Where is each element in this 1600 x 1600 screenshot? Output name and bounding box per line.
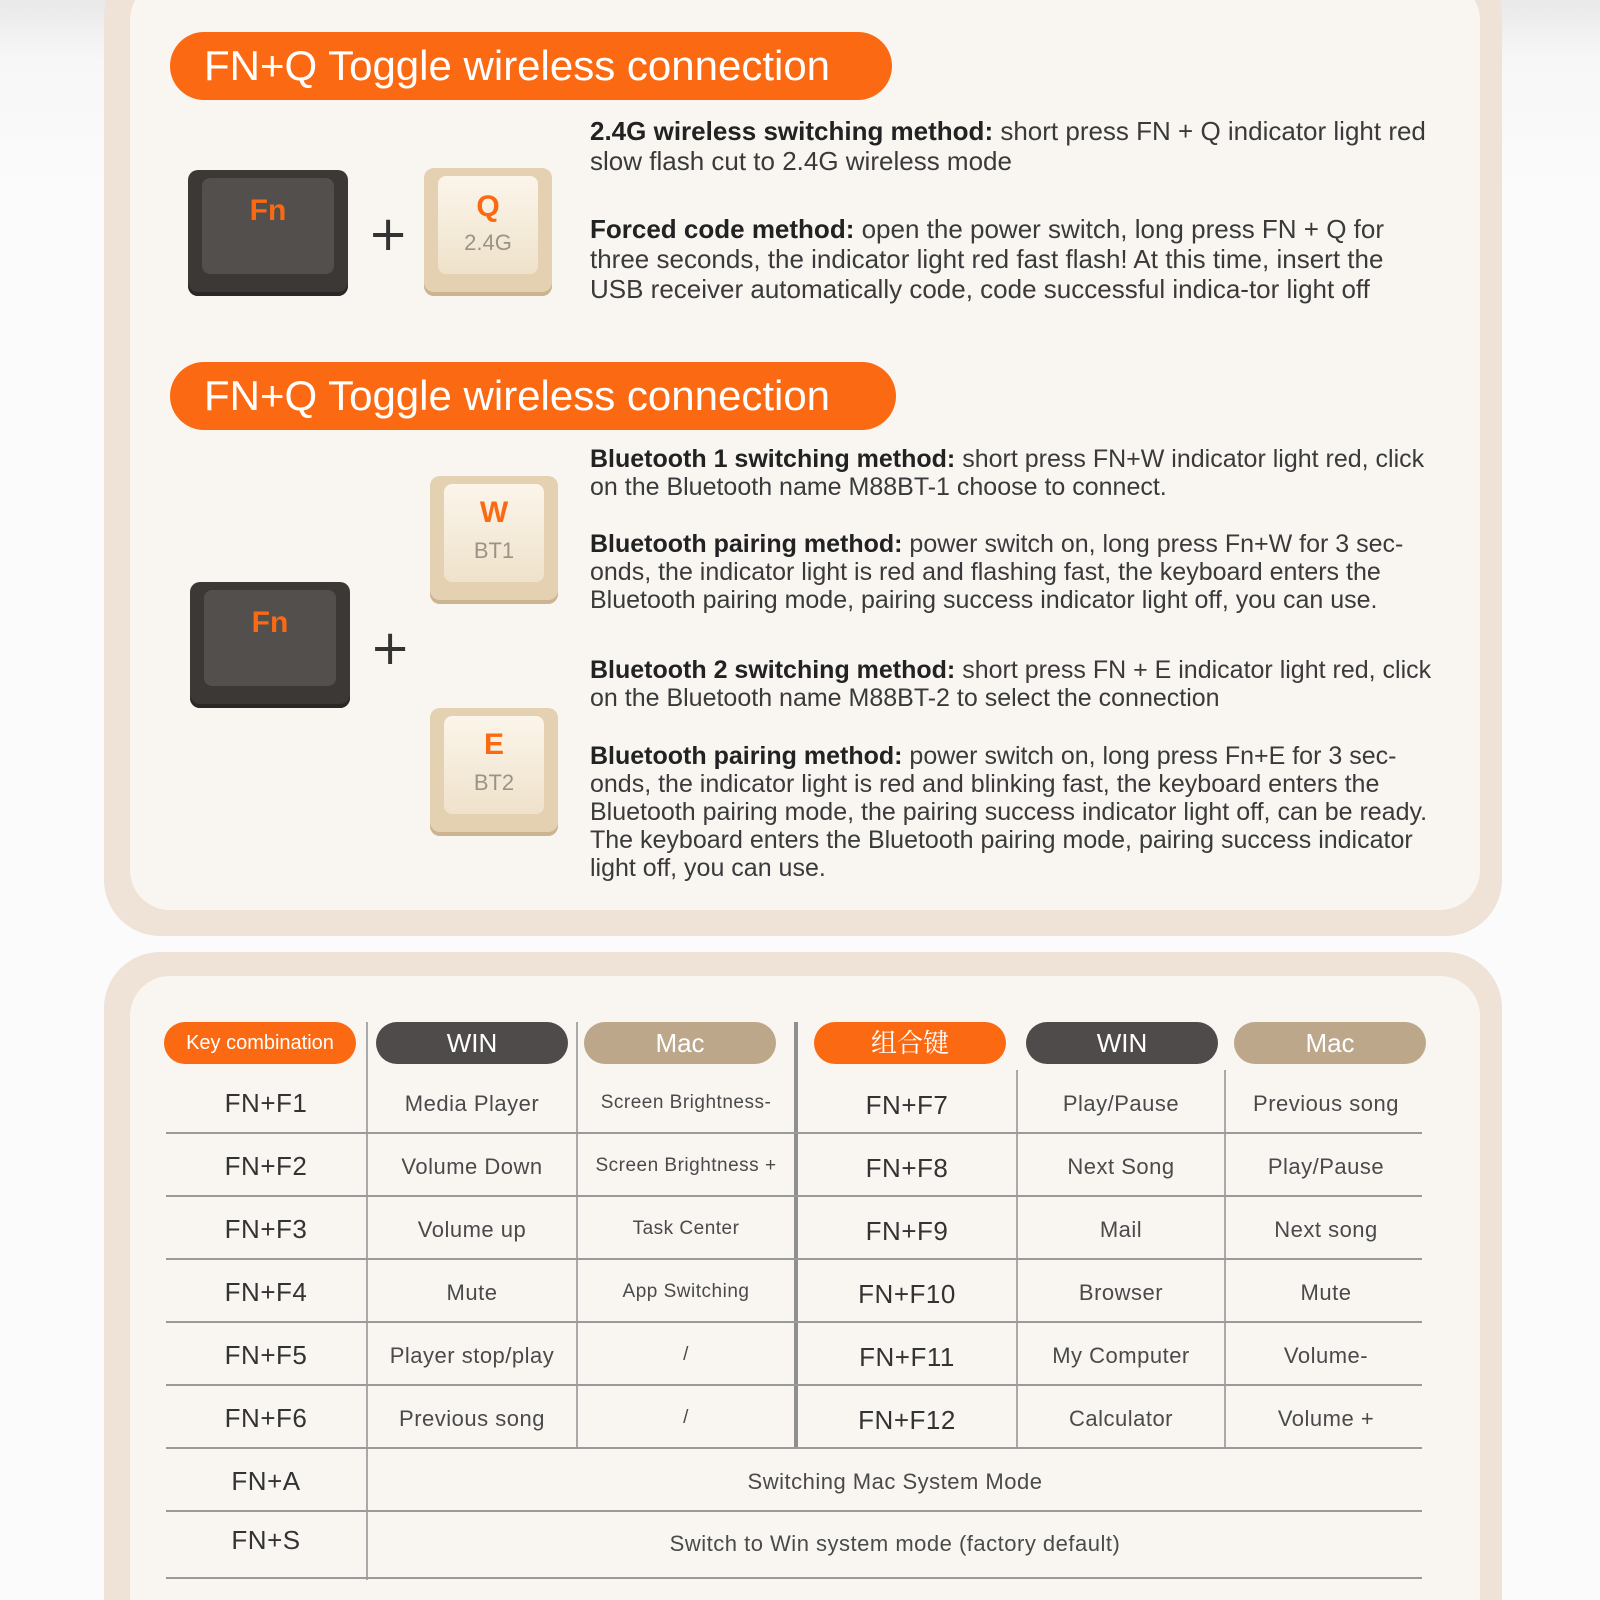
table-cell: Play/Pause [1267,1154,1385,1179]
table-cell: FN+A [231,1466,301,1496]
desc-label: Bluetooth 2 switching method: [590,656,956,684]
desc-text: power switch on, long press Fn+E for 3 sec-onds, the indicator light is red and blinking fast, the keyboard enters the Bluetooth pairing mode, the pairing success indicator light off, can be ready. The keyboard enters the Bluetooth pairing mode, pairing success indicator light off, you can use. [590,742,1428,882]
plus-sign: + [370,620,411,676]
table-rule [166,1447,1422,1449]
table-cell: FN+F8 [865,1153,949,1183]
table-cell: Switch to Win system mode (factory default) [669,1531,1121,1556]
desc-label: Bluetooth pairing method: [590,742,903,770]
fn-key-label: Fn [251,606,289,639]
desc-label: Bluetooth 1 switching method: [590,445,956,473]
table-rule [166,1577,1422,1579]
plus-sign: + [368,206,409,262]
table-cell: FN+S [231,1525,301,1555]
q-key-icon [424,168,552,296]
desc-forced-code [590,214,1430,304]
header-key-combination: Key combination [164,1022,356,1064]
table-cell: FN+F1 [224,1088,308,1118]
table-cell: FN+F3 [224,1214,308,1244]
table-cell: Previous song [1253,1091,1399,1116]
table-cell: Mail [1099,1217,1143,1242]
table-cell: FN+F12 [858,1405,956,1435]
table-rule [166,1510,1422,1512]
table-rule [166,1258,1422,1260]
table-cell: Screen Brightness- [600,1092,772,1113]
desc-label: Forced code method: [590,214,855,244]
q-key-sub: 2.4G [464,230,512,255]
table-cell: Next Song [1067,1154,1175,1179]
table-cell: Screen Brightness + [595,1155,777,1176]
desc-text: short press FN + E indicator light red, click on the Bluetooth name M88BT-2 to select the connection [590,656,1432,712]
fn-key-icon [190,582,350,708]
q-key-main: Q [476,190,500,223]
table-cell: App Switching [622,1281,750,1302]
desc-text: power switch on, long press Fn+W for 3 sec-onds, the indicator light is red and flashing fast, the keyboard enters the Bluetooth pairing mode, pairing success indicator light off, you can use. [590,530,1404,614]
table-rule [166,1132,1422,1134]
desc-text: open the power switch, long press FN + Q for three seconds, the indicator light red fast flash! At this time, insert the USB receiver automatically code, code successful indica-tor light off [590,214,1384,304]
table-cell: Volume Down [401,1154,543,1179]
table-cell: Calculator [1068,1406,1174,1431]
desc-label: Bluetooth pairing method: [590,530,903,558]
desc-bt2-switching [590,656,1450,712]
table-cell: My Computer [1052,1343,1190,1368]
desc-bt1-switching [590,445,1450,501]
table-cell: FN+F4 [224,1277,308,1307]
table-cell: FN+F7 [865,1090,949,1120]
w-key-icon [430,476,558,604]
w-key-sub: BT1 [473,538,515,563]
table-cell: Next song [1274,1217,1378,1242]
table-cell: Volume up [417,1217,527,1242]
e-key-sub: BT2 [473,770,515,795]
header-win-2: WIN [1026,1022,1218,1064]
table-cell: Player stop/play [389,1343,555,1368]
table-cell: / [683,1344,689,1365]
table-cell: Previous song [399,1406,545,1431]
desc-bt2-pairing [590,742,1430,882]
table-cell: FN+F9 [865,1216,949,1246]
desc-text: short press FN+W indicator light red, click on the Bluetooth name M88BT-1 choose to connect. [590,445,1425,501]
desc-label: 2.4G wireless switching method: [590,116,994,146]
table-cell: Volume- [1283,1343,1369,1368]
table-rule [166,1384,1422,1386]
e-key-icon [430,708,558,836]
table-cell: Mute [1300,1280,1352,1305]
table-cell: FN+F10 [858,1279,956,1309]
table-cell: Switching Mac System Mode [747,1469,1043,1494]
fn-key-label: Fn [249,194,287,227]
table-cell: Task Center [632,1218,740,1239]
section1-heading: FN+Q Toggle wireless connection [170,32,892,100]
table-cell: Browser [1078,1280,1164,1305]
e-key-main: E [483,728,504,761]
table-cell: Mute [446,1280,498,1305]
table-cell: FN+F11 [859,1342,955,1372]
table-cell: FN+F2 [224,1151,308,1181]
header-mac-2: Mac [1234,1022,1426,1064]
table-cell: Volume + [1277,1406,1375,1431]
w-key-main: W [479,496,509,529]
table-cell: FN+F6 [224,1403,308,1433]
table-cell: Play/Pause [1062,1091,1180,1116]
desc-bt1-pairing [590,530,1430,614]
table-cell: / [683,1407,689,1428]
header-mac: Mac [584,1022,776,1064]
table-rule [166,1321,1422,1323]
desc-text: short press FN + Q indicator light red slow flash cut to 2.4G wireless mode [590,116,1426,176]
table-rule [166,1195,1422,1197]
table-cell: FN+F5 [224,1340,308,1370]
fn-key-icon [188,170,348,296]
header-key-combination-cn: 组合键 [814,1022,1006,1064]
table-cell: Media Player [404,1091,540,1116]
header-win: WIN [376,1022,568,1064]
desc-24g-switching [590,116,1430,176]
section2-heading: FN+Q Toggle wireless connection [170,362,896,430]
